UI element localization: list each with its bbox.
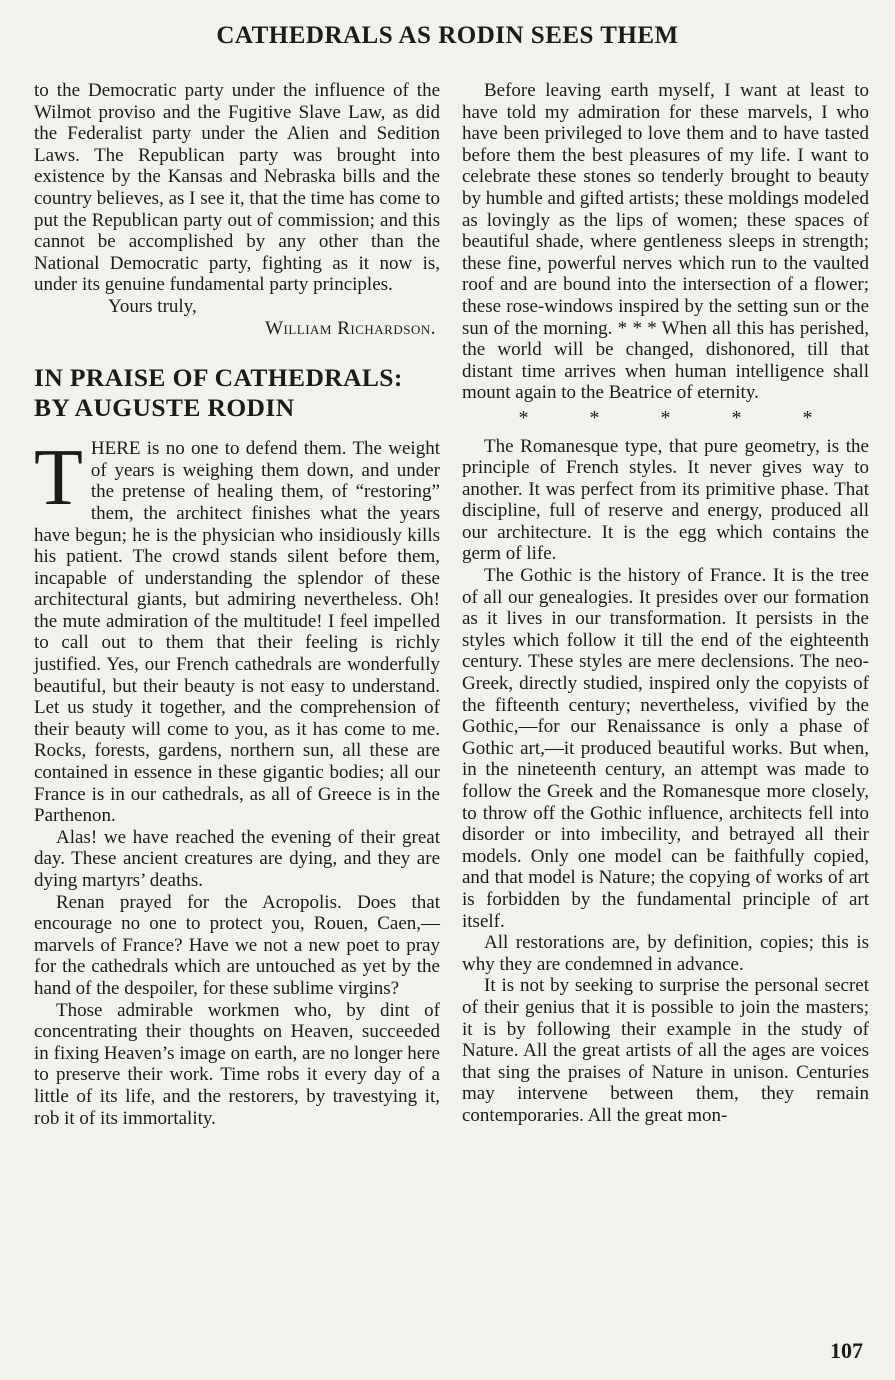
article-paragraph: All restorations are, by definition, copies; this is why they are condemned in advance. <box>462 932 869 975</box>
article-paragraph: The Gothic is the history of France. It is the tree of all our genealogies. It presides over our formation as it lives in our transformation. It persists in the styles which follow it till the end of the eighteenth century. These styles are mere declensions. The neo-Greek, directly studied, inspired only the copyists of the fifteenth century; nevertheless, vivified by the Gothic,—for our Renaissance is only a phase of Gothic art,—it produced beautiful works. But when, in the nineteenth century, an attempt was made to follow the Greek and the Romanesque more closely, to throw off the Gothic influence, architects fell into disorder or into imbecility, and betrayed all their models. Only one model can be faithfully copied, and that model is Nature; the copying of works of art is forbidden by the fundamental principle of art itself. <box>462 565 869 932</box>
article-paragraph: The Romanesque type, that pure geometry, is the principle of French styles. It never gives way to another. It was perfect from its primitive phase. That discipline, full of reserve and energy, produced all our architecture. It is the egg which contains the germ of life. <box>462 435 869 565</box>
article-title-line-1: IN PRAISE OF CATHEDRALS: <box>34 363 403 393</box>
article-paragraph: Before leaving earth myself, I want at least to have told my admiration for these marvels, I who have been privileged to love them and to have tasted before them the best pleasures of my life. I want to celebrate these stones so tenderly brought to beauty by humble and gifted artists; these moldings modeled as lovingly as the lips of women; these spaces of beautiful shade, where gentleness sleeps in strength; these fine, powerful nerves which run to the vaulted roof and are bound into the intersection of a flower; these rose-windows inspired by the setting sun or the sun of the morning. * * * When all this has perished, the world will be changed, dishonored, till that distant time arrives when human intelligence shall mount again to the Beatrice of eternity. <box>462 80 869 404</box>
left-column <box>34 80 440 1129</box>
article-paragraph <box>34 434 440 827</box>
running-head: CATHEDRALS AS RODIN SEES THEM <box>216 22 679 49</box>
page-number: 107 <box>830 1338 863 1363</box>
article-paragraph: It is not by seeking to surprise the personal secret of their genius that it is possible to join the masters; it is by following their example in the study of Nature. All the great artists of all the ages are voices that sing the praises of Nature in unison. Centuries may intervene between them, they remain contemporaries. All the great mon- <box>462 975 869 1126</box>
letter-closing-line <box>34 296 440 318</box>
section-break-stars: * * * * * <box>518 406 813 429</box>
article-paragraph: Renan prayed for the Acropolis. Does that encourage no one to protect you, Rouen, Caen,—marvels of France? Have we not a new poet to pray for the cathedrals which are untouched as yet by the hand of the despoiler, for these sublime virgins? <box>34 891 440 999</box>
letter-closing: Yours truly, <box>108 295 197 317</box>
article-paragraph: Those admirable workmen who, by dint of concentrating their thoughts on Heaven, succeeded in fixing Heaven’s image on earth, are no longer here to preserve their work. Time robs it every day of a little of its life, and the restorers, by travestying it, rob it of its immortality. <box>34 999 440 1129</box>
article-title <box>34 363 440 423</box>
article-paragraph: Alas! we have reached the evening of their great day. These ancient creatures are dying, and they are dying martyrs’ deaths. <box>34 826 440 891</box>
letter-signature: William Richardson. <box>265 317 436 339</box>
letter-body: to the Democratic party under the influence of the Wilmot proviso and the Fugitive Slave Law, as did the Federalist party under the Alien and Sedition Laws. The Republican party was brought into existence by the Kansas and Nebraska bills and the country believes, as I see it, that the time has come to put the Republican party out of commission; and this cannot be accomplished by any other than the National Democratic party, fighting as it now is, under its genuine fundamental party principles. <box>34 80 440 296</box>
drop-cap: T <box>34 434 83 523</box>
article-title-line-2: BY AUGUSTE RODIN <box>34 393 295 423</box>
right-column <box>462 80 869 1127</box>
article-paragraph-text: HERE is no one to defend them. The weight of years is weighing them down, and under the pretense of healing them, of “restoring” them, the architect finishes what the years have begun; he is the physician who insidiously kills his patient. The crowd stands silent before them, incapable of understanding the splendor of these architectural giants, but admiring nevertheless. Oh! the mute admiration of the multitude! I feel impelled to call out to them that their feeling is richly justified. Yes, our French cathedrals are wonderfully beautiful, but their beauty is not easy to understand. Let us study it together, and the comprehension of their beauty will come to you, as it has come to me. Rocks, forests, gardens, northern sun, all these are contained in essence in these gigantic bodies; all our France is in our cathedrals, as all of Greece is in the Parthenon. <box>34 438 440 827</box>
